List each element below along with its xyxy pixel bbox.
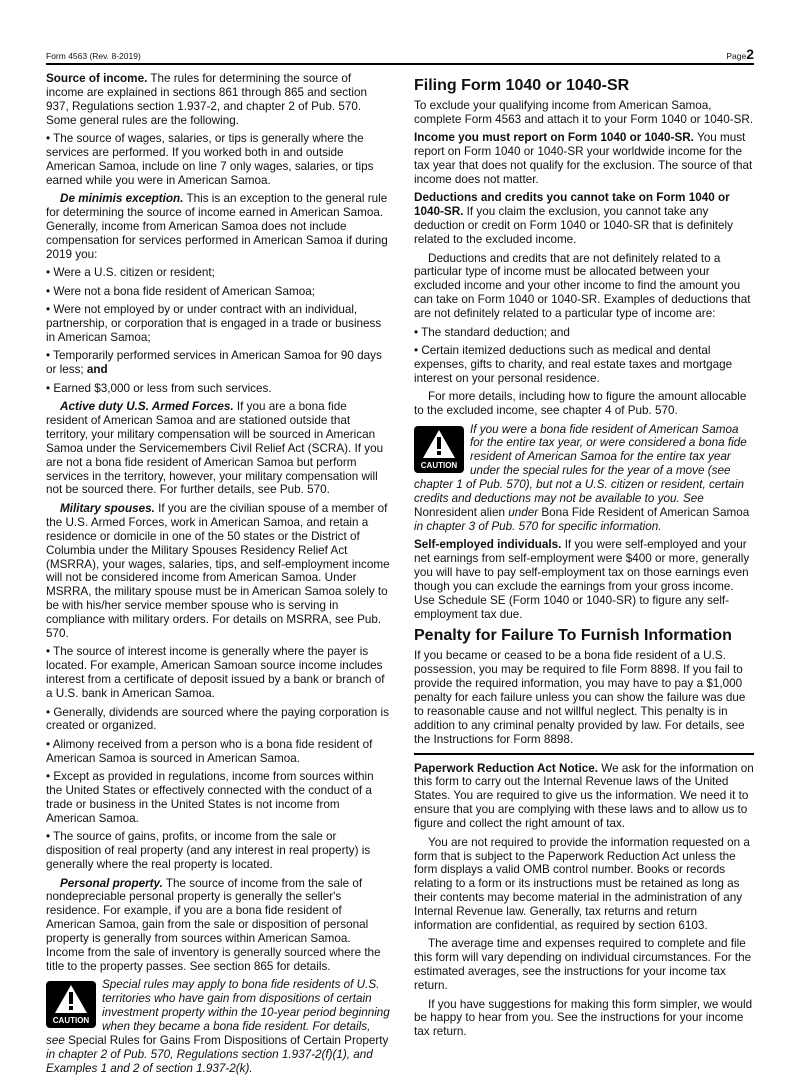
text-run: • Were not employed by or under contract with an individual, partnership, or corporation that is engaged in a trade or business in American Samoa;: [46, 303, 382, 344]
paragraph: [46, 192, 391, 262]
paragraph: [414, 538, 754, 621]
caution-note: [414, 423, 754, 534]
text-run: in chapter 3 of Pub. 570 for specific information.: [414, 519, 662, 533]
paragraph: [46, 830, 391, 872]
paragraph: [46, 770, 391, 826]
text-run: • Were a U.S. citizen or resident;: [46, 266, 215, 280]
text-run: Bona Fide Resident of American Samoa: [541, 505, 750, 519]
paragraph: [46, 877, 391, 974]
text-run: If you claim the exclusion, you cannot take any deduction or credit on Form 1040 or 1040-SR that is definitely related to the excluded income.: [414, 205, 733, 247]
text-run: in chapter 2 of Pub. 570, Regulations section 1.937-2(f)(1), and Examples 1 and 2 of section 1.937-2(k).: [46, 1047, 373, 1075]
text-run: Nonresident alien: [414, 505, 505, 519]
paragraph: [46, 400, 391, 497]
text-run: Income you must report on Form 1040 or 1040-SR.: [414, 131, 694, 145]
paragraph: [414, 326, 754, 340]
paragraph: [46, 706, 391, 734]
text-run: If you were a bona fide resident of American Samoa for the entire tax year, or were considered a bona fide resident of American Samoa for the entire tax year under the special rules for the year of a move (see chapter 1 of Pub. 570), but not a U.S. citizen or resident, certain credits and deductions may not be available to you. See: [414, 422, 747, 506]
paragraph: [414, 131, 754, 187]
text-run: The average time and expenses required to complete and file this form will vary depending on individual circumstances. For the estimated averages, see the instructions for your income tax return.: [414, 937, 752, 993]
text-run: • Certain itemized deductions such as medical and dental expenses, gifts to charity, and real estate taxes and mortgage interest on your personal residence.: [414, 344, 733, 385]
paragraph: [46, 349, 391, 377]
text-run: To exclude your qualifying income from American Samoa, complete Form 4563 and attach it to your Form 1040 or 1040-SR.: [414, 99, 754, 126]
text-run: • The source of interest income is generally where the payer is located. For example, American Samoan source income includes interest from a certificate of deposit issued by a bank or branch of a U.S. bank in American Samoa.: [46, 645, 385, 701]
text-run: • The standard deduction; and: [414, 325, 570, 339]
paragraph: [46, 266, 391, 280]
paragraph: [46, 72, 391, 128]
text-run: Filing Form 1040 or 1040-SR: [414, 77, 630, 94]
text-run: Self-employed individuals.: [414, 538, 562, 552]
page-header: [46, 48, 754, 65]
text-run: • Temporarily performed services in American Samoa for 90 days or less;: [46, 349, 382, 377]
text-run: If you are the civilian spouse of a member of the U.S. Armed Forces, work in American Samoa, and retain a residence or domicile in one of the 50 states or the District of Columbia under the Military Spouses Residency Relief Act (MSRRA), your wages, salaries, tips, and self-employment income will not be considered income from American Samoa. Under MSRRA, the military spouse must be in American Samoa solely to be with his/her service member spouse who is serving in compliance with military orders. For details on MSRRA, see Pub. 570.: [46, 501, 390, 641]
text-run: You must report on Form 1040 or 1040-SR your worldwide income for the tax year that does not qualify for the exclusion. The source of that income does not matter.: [414, 131, 753, 187]
caution-label: CAUTION: [52, 1016, 90, 1026]
text-run: and: [86, 363, 108, 377]
text-run: Personal property.: [60, 876, 163, 890]
text-run: If you have suggestions for making this form simpler, we would be happy to hear from you. See the instructions for your income tax return.: [414, 997, 753, 1039]
paragraph: [46, 382, 391, 396]
page-indicator: Page2: [726, 46, 754, 62]
text-run: The rules for determining the source of income are explained in sections 861 through 865 and section 937, Regulations section 1.937-2, and chapter 2 of Pub. 570. Some general rules are the following.: [46, 72, 367, 127]
text-run: Deductions and credits that are not definitely related to a particular type of income must be allocated between your excluded income and your other income to find the amount you can take on Form 1040 or 1040-SR. Examples of deductions that are not definitely related to a particular type of income are:: [414, 251, 751, 321]
text-run: under: [508, 505, 539, 519]
paragraph: [414, 99, 754, 127]
text-run: If you are a bona fide resident of American Samoa and are stationed outside that territory, your military compensation will be sourced in American Samoa under the Servicemembers Civil Relief Act (SCRA). If you are not a bona fide resident of American Samoa but perform services in the territory, however, your military compensation will not be sourced there. For further details, see Pub. 570.: [46, 400, 384, 497]
paragraph: [46, 738, 391, 766]
paragraph: [414, 252, 754, 322]
text-run: • Except as provided in regulations, income from sources within the United States or effectively connected with the conduct of a trade or business in the United States is not income from American Samoa.: [46, 770, 374, 825]
text-run: Deductions and credits you cannot take on Form 1040 or 1040-SR.: [414, 191, 730, 219]
paragraph: [414, 191, 754, 247]
text-run: If you became or ceased to be a bona fide resident of a U.S. possession, you may be required to file Form 8898. If you fail to provide the required information, you may have to pay a $1,000 penalty for each failure unless you can show the failure was due to reasonable cause and not willful neglect. This penalty is in addition to any criminal penalty provided by law. For details, see the Instructions for Form 8898.: [414, 649, 746, 746]
text-run: If you were self-employed and your net earnings from self-employment were $400 or more, generally you will have to pay self-employment tax on those earnings even though you can exclude the earnings from your gross income. Use Schedule SE (Form 1040 or 1040-SR) to figure any self-employment tax due.: [414, 538, 750, 621]
paragraph: [46, 645, 391, 701]
paragraph: [414, 344, 754, 386]
form-id: Form 4563 (Rev. 8-2019): [46, 51, 141, 61]
paragraph: [414, 390, 754, 418]
text-run: • Earned $3,000 or less from such services.: [46, 381, 272, 395]
text-run: Paperwork Reduction Act Notice.: [414, 761, 599, 775]
text-run: • Were not a bona fide resident of American Samoa;: [46, 284, 315, 298]
left-column: [46, 72, 391, 1080]
text-run: Penalty for Failure To Furnish Information: [414, 627, 732, 645]
text-run: You are not required to provide the information requested on a form that is subject to the Paperwork Reduction Act unless the form displays a valid OMB control number. Books or records relating to a form or its instructions must be retained as long as their contents may become material in the administration of any Internal Revenue law. Generally, tax returns and return information are confidential, as required by section 6103.: [414, 835, 750, 933]
paragraph: [414, 998, 754, 1040]
paragraph: [46, 502, 391, 641]
text-run: This is an exception to the general rule for determining the source of income earned in American Samoa. Generally, income from American Samoa does not include compensation for services performed in American Samoa if during 2019 you:: [46, 192, 388, 261]
text-run: We ask for the information on this form to carry out the Internal Revenue laws of the United States. You are required to give us the information. We need it to ensure that you are complying with these laws and to allow us to figure and collect the right amount of tax.: [414, 761, 754, 831]
text-run: Source of income.: [46, 72, 148, 85]
page-number: 2: [746, 46, 754, 62]
text-run: • Alimony received from a person who is a bona fide resident of American Samoa is sourced in American Samoa.: [46, 737, 373, 765]
section-heading: [414, 76, 754, 95]
text-run: • The source of gains, profits, or income from the sale or disposition of real property (and any interest in real property) is generally where the real property is located.: [46, 830, 371, 872]
paragraph: [46, 303, 391, 345]
section-heading: [414, 626, 754, 645]
section-divider: [414, 753, 754, 755]
paragraph: [414, 649, 754, 746]
paragraph: [46, 132, 391, 188]
caution-label: CAUTION: [420, 460, 458, 470]
text-run: • The source of wages, salaries, or tips is generally where the services are performed. If you worked both in and outside American Samoa, include on line 7 only wages, salaries, or tips earned while you were in American Samoa.: [46, 132, 374, 187]
paragraph: [414, 762, 754, 832]
text-run: Active duty U.S. Armed Forces.: [60, 400, 234, 414]
text-run: • Generally, dividends are sourced where the paying corporation is created or organized.: [46, 705, 389, 733]
text-run: Special Rules for Gains From Dispositions of Certain Property: [68, 1034, 389, 1047]
paragraph: [414, 836, 754, 933]
text-run: For more details, including how to figure the amount allocable to the excluded income, see chapter 4 of Pub. 570.: [414, 390, 747, 418]
caution-note: [46, 978, 391, 1075]
caution-icon: [414, 426, 464, 473]
caution-icon: [46, 981, 96, 1028]
text-run: Military spouses.: [60, 501, 155, 515]
right-column: [414, 72, 754, 1044]
text-run: De minimis exception.: [60, 192, 184, 206]
text-run: The source of income from the sale of nondepreciable personal property is generally the seller's residence. For example, if you are a bona fide resident of American Samoa, gain from the sale or disposition of personal property is generally from sources within American Samoa. Income from the sale of inventory is generally sourced where the title to the property passes. See section 865 for details.: [46, 876, 381, 973]
paragraph: [414, 937, 754, 993]
text-run: Special rules may apply to bona fide residents of U.S. territories who have gain from dispositions of certain investment property within the 10-year period beginning when they became a bona fide resident. For details, see: [46, 978, 390, 1047]
paragraph: [46, 285, 391, 299]
